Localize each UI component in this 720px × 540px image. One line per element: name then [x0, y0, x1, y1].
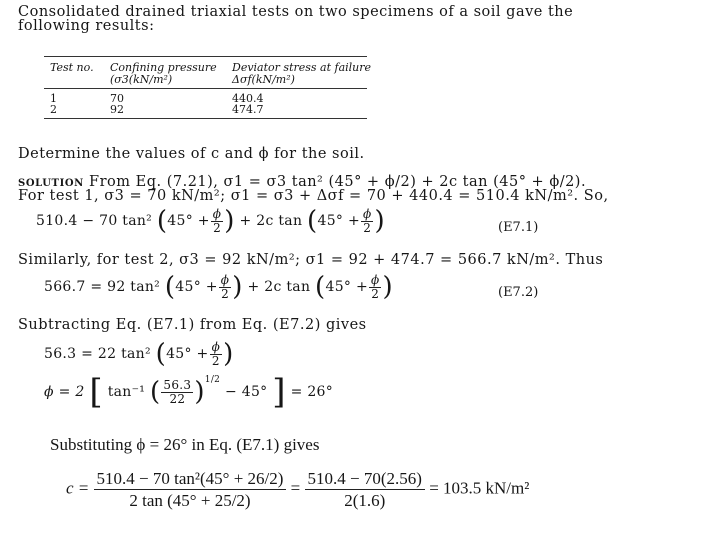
row-2-deviator: 474.7	[232, 103, 264, 116]
row-1-test: 1	[50, 92, 57, 105]
bracket-open: [	[89, 372, 103, 412]
eq4-minus-45: − 45°	[224, 384, 268, 400]
problem-line-1: Consolidated drained triaxial tests on two specimens of a soil gave the	[18, 4, 574, 20]
phi-over-2: $\frac{\phi}{2}$	[371, 273, 380, 301]
col-confining-unit: (σ3(kN/m²)	[110, 73, 173, 86]
equation-phi	[44, 372, 334, 412]
col-confining-header: Confining pressure	[110, 61, 217, 74]
row-2-confining: 92	[110, 103, 124, 116]
paren-open: (	[164, 272, 176, 303]
table-header-rule	[44, 88, 367, 89]
table-bottom-rule	[44, 118, 367, 119]
solution-label: solution	[18, 173, 84, 190]
paren-close: )	[194, 377, 205, 407]
paren-open: (	[155, 339, 167, 370]
equals-sign: =	[290, 478, 301, 498]
eq1-mid: + 2c tan	[239, 213, 303, 230]
problem-line-2: following results:	[18, 18, 155, 34]
solution-line-1-text: From Eq. (7.21), σ1 = σ3 tan² (45° + ϕ/2) + 2c tan (45° + ϕ/2).	[89, 174, 587, 190]
col-deviator-header: Deviator stress at failure	[232, 61, 372, 74]
substitution-line: Substituting ϕ = 26° in Eq. (E7.1) gives	[50, 435, 320, 454]
paren-close: )	[382, 272, 393, 303]
table-top-rule	[44, 56, 367, 57]
eq4-lhs: ϕ = 2	[44, 384, 85, 400]
paren-close: )	[224, 206, 235, 237]
eq1-label: (E7.1)	[498, 220, 539, 235]
eq4-result: = 26°	[290, 384, 334, 400]
eq1-deg45-b: 45° +	[317, 213, 360, 230]
table-body	[44, 93, 367, 117]
col-test-header: Test no.	[50, 61, 94, 74]
eq1-deg45: 45° +	[167, 213, 210, 230]
similarly-line: Similarly, for test 2, σ3 = 92 kN/m²; σ1 = 92 + 474.7 = 566.7 kN/m². Thus	[18, 252, 604, 268]
fraction-1: $\frac{\text{510.4 − 70 tan²(45° + 26/2)}}{2 \tan (45^\circ + 25/2)}$	[94, 470, 287, 509]
c-lhs: c =	[66, 478, 90, 498]
eq3-lhs: 56.3 = 22 tan²	[44, 346, 151, 363]
eq3-deg45: 45° +	[166, 346, 209, 363]
phi-over-2: $\frac{\phi}{2}$	[220, 273, 230, 301]
ratio-56-3-over-22: $\frac{56.3}{22}$	[163, 377, 192, 406]
phi-over-2: $\frac{\phi}{2}$	[363, 207, 372, 235]
exponent-half: 1/2	[204, 375, 221, 385]
paren-close: )	[374, 206, 385, 237]
final-result: = 103.5 kN/m²	[429, 478, 530, 498]
paren-open: (	[307, 206, 318, 237]
equation-difference	[44, 339, 234, 370]
subtracting-line: Subtracting Eq. (E7.1) from Eq. (E7.2) gives	[18, 317, 367, 333]
paren-open: (	[315, 272, 326, 303]
eq2-label: (E7.2)	[498, 285, 539, 300]
equation-e7-2	[44, 272, 393, 303]
paren-close: )	[232, 272, 243, 303]
eq2-deg45: 45° +	[175, 279, 218, 296]
paren-open: (	[156, 206, 168, 237]
solution-line-2: For test 1, σ3 = 70 kN/m²; σ1 = σ3 + Δσf = 70 + 440.4 = 510.4 kN/m². So,	[18, 188, 609, 204]
phi-over-2: $\frac{\phi}{2}$	[212, 207, 222, 235]
eq1-lhs: 510.4 − 70 tan²	[36, 213, 153, 230]
eq4-tan-inverse: tan⁻¹	[107, 384, 146, 400]
question-text: Determine the values of c and ϕ for the soil.	[18, 146, 365, 162]
col-deviator-unit: Δσf(kN/m²)	[232, 73, 295, 86]
paren-open: (	[149, 377, 161, 407]
fraction-2: $\frac{510.4 - 70(2.56)}{2(1.6)}$	[305, 470, 425, 509]
final-equation	[66, 470, 529, 509]
eq2-lhs: 566.7 = 92 tan²	[44, 279, 161, 296]
eq2-mid: + 2c tan	[247, 279, 311, 296]
equation-e7-1	[36, 206, 385, 237]
row-1-confining: 70	[110, 92, 124, 105]
row-1-deviator: 440.4	[232, 92, 264, 105]
table-header	[44, 61, 372, 90]
bracket-close: ]	[272, 372, 286, 412]
paren-close: )	[223, 339, 234, 370]
phi-over-2: $\frac{\phi}{2}$	[211, 340, 221, 368]
eq2-deg45-b: 45° +	[325, 279, 368, 296]
row-2-test: 2	[50, 103, 57, 116]
